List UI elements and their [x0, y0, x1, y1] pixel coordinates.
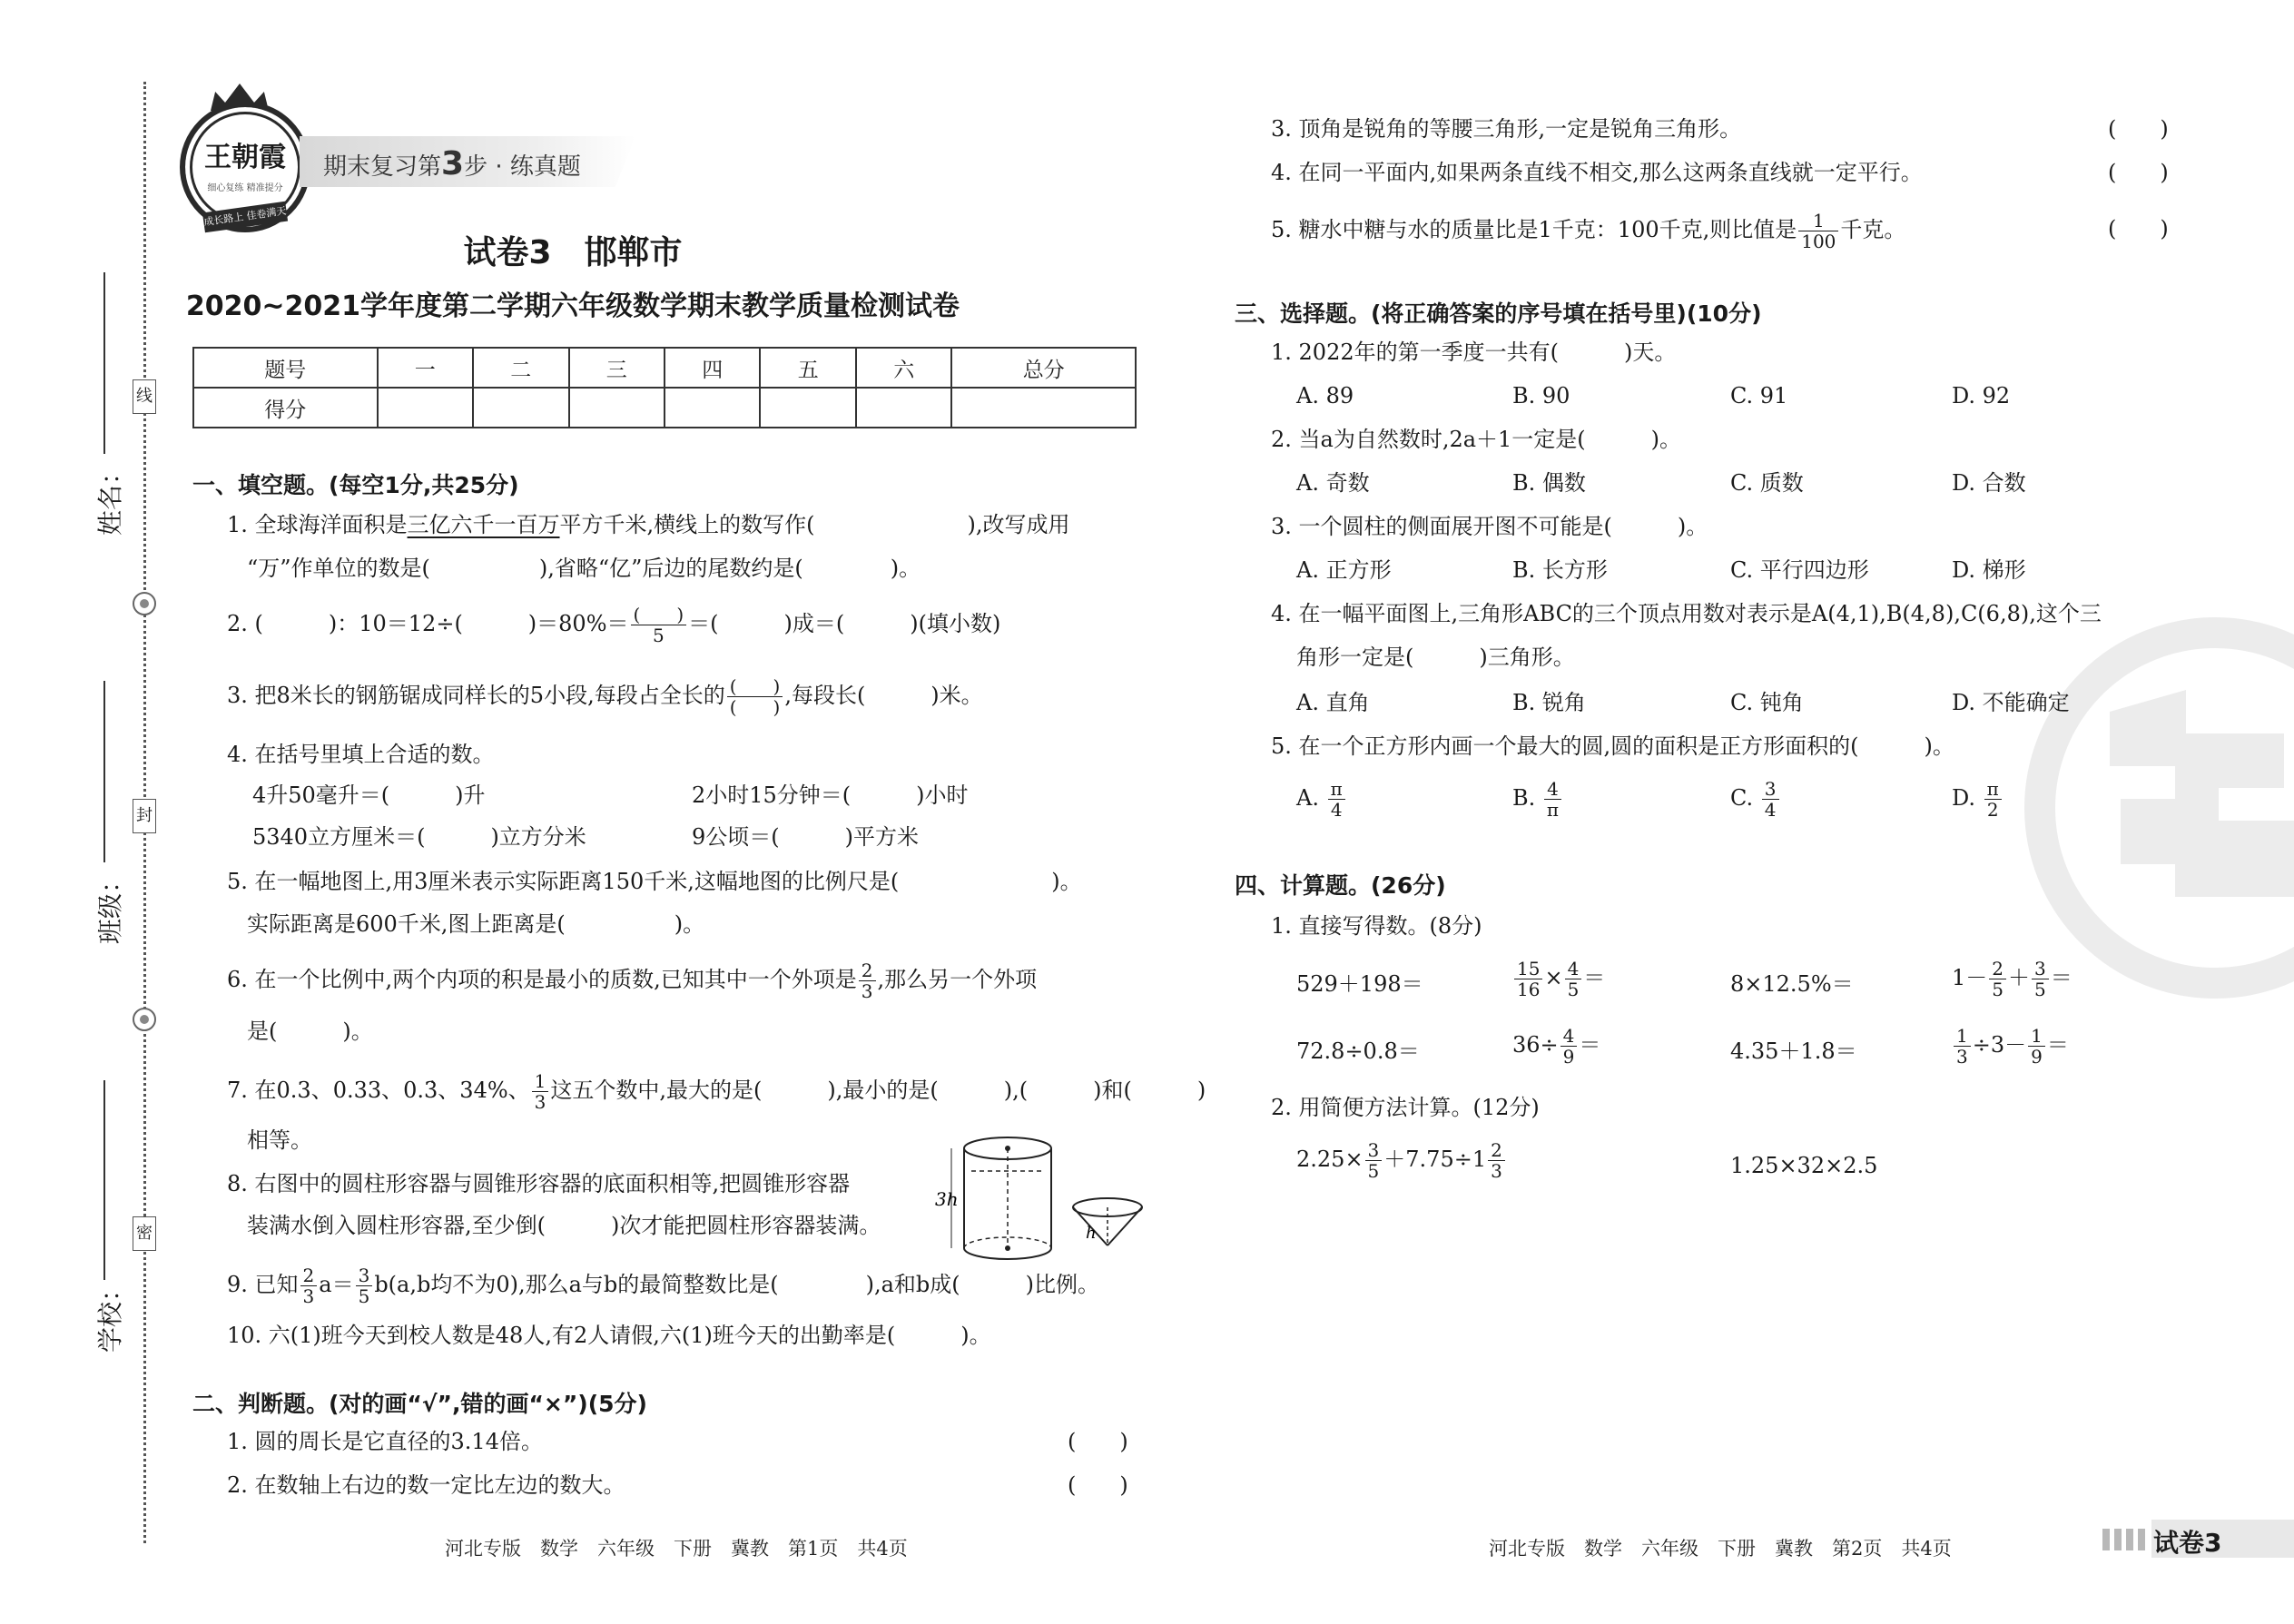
choice-4-line-1: 4. 在一幅平面图上,三角形ABC的三个顶点用数对表示是A(4,1),B(4,8),C(6,8),这个三: [1271, 601, 2102, 626]
fraction: $\frac{3}{5}$: [2032, 959, 2049, 999]
choice-4-option-c[interactable]: C. 钝角: [1730, 690, 1804, 715]
score-header-cell: 一: [378, 348, 473, 388]
judgement-5: 5. 糖水中糖与水的质量比是1千克：100千克,则比值是 $\frac{1}{100}$ 千克。: [1271, 210, 1906, 252]
judgement-2-answer[interactable]: ( ): [1068, 1472, 1128, 1498]
choice-5: 5. 在一个正方形内画一个最大的圆,圆的面积是正方形面积的( )。: [1271, 733, 1954, 759]
question-3: 3. 把8米长的钢筋锯成同样长的5小段,每段占全长的 $\frac{( )}{( )}$ ,每段长( )米。: [227, 675, 983, 718]
score-table-row: [193, 388, 1136, 428]
fraction: $\frac{4}{5}$: [1565, 959, 1582, 999]
question-1-line-1: 1. 全球海洋面积是三亿六千一百万平方千米,横线上的数写作( ),改写成用: [227, 512, 1070, 537]
choice-2-option-d[interactable]: D. 合数: [1952, 470, 2026, 496]
fraction: $\frac{1}{9}$: [2028, 1026, 2045, 1067]
fraction: $\frac{\pi}{2}$: [1984, 779, 2002, 820]
score-table-header-row: [193, 348, 1136, 388]
score-cell[interactable]: [473, 388, 568, 428]
fraction: $\frac{3}{5}$: [356, 1265, 373, 1306]
footer-left: 河北专版 数学 六年级 下册 冀教 第1页 共4页: [445, 1538, 908, 1560]
brand-banner-text: 期末复习第3步 · 练真题: [323, 145, 581, 182]
fraction: $\frac{3}{5}$: [1365, 1140, 1383, 1181]
score-header-cell: 五: [760, 348, 855, 388]
judgement-3-answer[interactable]: ( ): [2108, 116, 2169, 142]
judgement-4: 4. 在同一平面内,如果两条直线不相交,那么这两条直线就一定平行。: [1271, 160, 1923, 185]
question-10: 10. 六(1)班今天到校人数是48人,有2人请假,六(1)班今天的出勤率是( )。: [227, 1323, 991, 1348]
choice-3-option-c[interactable]: C. 平行四边形: [1730, 557, 1869, 583]
question-4-item-d: 9公顷＝( )平方米: [692, 824, 919, 850]
calc-1-f: 36÷ $\frac{4}{9}$ ＝: [1512, 1025, 1601, 1068]
choice-1-option-b[interactable]: B. 90: [1512, 383, 1570, 408]
question-8-line-1: 8. 右图中的圆柱形容器与圆锥形容器的底面积相等,把圆锥形容器: [227, 1171, 851, 1196]
fraction: $\frac{( )}{( )}$: [727, 676, 783, 717]
binding-hole-icon: [133, 1008, 156, 1031]
name-field-label: 姓名：: [95, 458, 125, 536]
calc-2-title: 2. 用简便方法计算。(12分): [1271, 1095, 1540, 1120]
choice-4-option-a[interactable]: A. 直角: [1296, 690, 1370, 715]
school-field-label: 学校：: [95, 1275, 125, 1353]
choice-5-option-a[interactable]: A. $\frac{\pi}{4}$: [1296, 779, 1347, 820]
class-field-label: 班级：: [95, 867, 125, 944]
question-9: 9. 已知 $\frac{2}{3}$ a＝ $\frac{3}{5}$ b(a,b均不为0),那么a与b的最简整数比是( ),a和b成( )比例。: [227, 1265, 1100, 1307]
brand-logo: 王朝霞 细心复练 精准提分: [180, 102, 310, 232]
fraction: $\frac{2}{3}$: [1488, 1140, 1505, 1181]
question-5-line-1: 5. 在一幅地图上,用3厘米表示实际距离150千米,这幅地图的比例尺是( )。: [227, 869, 1082, 894]
calc-1-h: $\frac{1}{3}$ ÷3－ $\frac{1}{9}$ ＝: [1952, 1026, 2069, 1067]
choice-4-option-b[interactable]: B. 锐角: [1512, 690, 1586, 715]
fraction: $\frac{2}{3}$: [859, 960, 876, 1001]
question-4-item-b: 2小时15分钟＝( )小时: [692, 782, 969, 808]
judgement-4-answer[interactable]: ( ): [2108, 160, 2169, 185]
choice-5-option-c[interactable]: C. $\frac{3}{4}$: [1730, 779, 1781, 820]
choice-5-option-d[interactable]: D. $\frac{\pi}{2}$: [1952, 779, 2004, 820]
question-1-line-2: “万”作单位的数是( ),省略“亿”后边的尾数约是( )。: [247, 556, 921, 581]
calc-1-g: 4.35＋1.8＝: [1730, 1038, 1857, 1064]
fraction: $\frac{15}{16}$: [1514, 959, 1542, 999]
section-calculation-title: 四、计算题。(26分): [1235, 872, 1446, 899]
score-table: [192, 347, 1137, 428]
fraction: $\frac{\pi}{4}$: [1328, 779, 1345, 820]
question-4: 4. 在括号里填上合适的数。: [227, 742, 495, 767]
seal-char-secret: 密: [133, 1216, 156, 1251]
page-tag-dots: [2102, 1529, 2146, 1550]
seal-char-seal: 封: [133, 799, 156, 833]
fraction: $\frac{1}{3}$: [532, 1071, 549, 1112]
cylinder-height-label: 3h: [935, 1188, 959, 1210]
calc-1-d: 1－ $\frac{2}{5}$ ＋ $\frac{3}{5}$ ＝: [1952, 958, 2072, 1000]
score-cell[interactable]: [856, 388, 951, 428]
judgement-3: 3. 顶角是锐角的等腰三角形,一定是锐角三角形。: [1271, 116, 1742, 142]
choice-1-option-d[interactable]: D. 92: [1952, 383, 2011, 408]
score-cell[interactable]: [665, 388, 760, 428]
calc-1-e: 72.8÷0.8＝: [1296, 1038, 1420, 1064]
question-8-line-2: 装满水倒入圆柱形容器,至少倒( )次才能把圆柱形容器装满。: [247, 1213, 881, 1238]
question-5-line-2: 实际距离是600千米,图上距离是( )。: [247, 911, 705, 937]
choice-3-option-a[interactable]: A. 正方形: [1296, 557, 1392, 583]
question-6-line-2: 是( )。: [247, 1019, 373, 1044]
question-2: 2. ( )：10＝12÷( )＝80%＝ $\frac{( )}{5}$ ＝( )成＝( )(填小数): [227, 604, 1001, 646]
fraction: $\frac{4}{9}$: [1561, 1026, 1578, 1067]
score-header-cell: 总分: [951, 348, 1136, 388]
score-cell[interactable]: [951, 388, 1136, 428]
choice-2: 2. 当a为自然数时,2a＋1一定是( )。: [1271, 427, 1682, 452]
choice-1-option-a[interactable]: A. 89: [1296, 383, 1354, 408]
choice-5-option-b[interactable]: B. $\frac{4}{\pi}$: [1512, 779, 1563, 820]
score-cell[interactable]: [378, 388, 473, 428]
judgement-1-answer[interactable]: ( ): [1068, 1429, 1128, 1454]
score-cell[interactable]: [760, 388, 855, 428]
score-header-cell: 四: [665, 348, 760, 388]
question-7-line-1: 7. 在0.3、0.33、0.3̇、34%、 $\frac{1}{3}$ 这五个数中,最大的是( ),最小的是( ),( )和( ): [227, 1070, 1206, 1113]
choice-2-option-a[interactable]: A. 奇数: [1296, 470, 1370, 496]
judgement-5-answer[interactable]: ( ): [2108, 216, 2169, 241]
calc-2-a: 2.25× $\frac{3}{5}$ ＋7.75÷1 $\frac{2}{3}$: [1296, 1140, 1507, 1181]
score-header-cell: 三: [569, 348, 665, 388]
calc-1-title: 1. 直接写得数。(8分): [1271, 913, 1482, 939]
section-judgement-title: 二、判断题。(对的画“√”,错的画“×”)(5分): [192, 1391, 647, 1417]
fraction: $\frac{4}{\pi}$: [1544, 779, 1561, 820]
fraction: $\frac{2}{5}$: [1989, 959, 2006, 999]
cylinder-cone-figure: [935, 1135, 1144, 1271]
score-cell[interactable]: [569, 388, 665, 428]
score-header-cell: 六: [856, 348, 951, 388]
fraction: $\frac{3}{4}$: [1762, 779, 1779, 820]
choice-1: 1. 2022年的第一季度一共有( )天。: [1271, 340, 1677, 365]
cone-height-label: h: [1086, 1224, 1097, 1243]
fraction: $\frac{1}{3}$: [1954, 1026, 1971, 1067]
calc-1-b: $\frac{15}{16}$ × $\frac{4}{5}$ ＝: [1512, 959, 1605, 999]
section-choice-title: 三、选择题。(将正确答案的序号填在括号里)(10分): [1235, 300, 1762, 327]
brand-ribbon: 成长路上 佳卷满天: [202, 202, 288, 233]
judgement-2: 2. 在数轴上右边的数一定比左边的数大。: [227, 1472, 625, 1498]
score-header-cell: 题号: [193, 348, 378, 388]
question-4-item-c: 5340立方厘米＝( )立方分米: [252, 824, 586, 850]
calc-2-b: 1.25×32×2.5: [1730, 1153, 1878, 1178]
seal-char-line: 线: [133, 379, 156, 414]
fraction: $\frac{2}{3}$: [300, 1265, 318, 1306]
choice-2-option-c[interactable]: C. 质数: [1730, 470, 1804, 496]
choice-2-option-b[interactable]: B. 偶数: [1512, 470, 1586, 496]
exam-title: 试卷3 邯郸市: [463, 234, 683, 271]
calc-1-a: 529＋198＝: [1296, 971, 1423, 997]
binding-hole-icon: [133, 592, 156, 615]
exam-subtitle: 2020~2021学年度第二学期六年级数学期末教学质量检测试卷: [185, 290, 960, 322]
score-row-label: 得分: [193, 388, 378, 428]
choice-3-option-d[interactable]: D. 梯形: [1952, 557, 2026, 583]
footer-right: 河北专版 数学 六年级 下册 冀教 第2页 共4页: [1489, 1538, 1952, 1560]
fraction: $\frac{( )}{5}$: [631, 605, 687, 645]
choice-4-line-2: 角形一定是( )三角形。: [1296, 645, 1575, 670]
section-fill-blank-title: 一、填空题。(每空1分,共25分): [192, 472, 519, 498]
question-7-line-2: 相等。: [247, 1127, 312, 1153]
choice-1-option-c[interactable]: C. 91: [1730, 383, 1788, 408]
calc-1-c: 8×12.5%＝: [1730, 971, 1854, 997]
judgement-1: 1. 圆的周长是它直径的3.14倍。: [227, 1429, 543, 1454]
choice-3: 3. 一个圆柱的侧面展开图不可能是( )。: [1271, 514, 1708, 539]
fraction: $\frac{1}{100}$: [1798, 211, 1838, 251]
page-tag-label: 试卷3: [2153, 1528, 2222, 1558]
question-6-line-1: 6. 在一个比例中,两个内项的积是最小的质数,已知其中一个外项是 $\frac{2}{3}$ ,那么另一个外项: [227, 960, 1038, 1002]
class-field-line[interactable]: [103, 681, 105, 862]
choice-4-option-d[interactable]: D. 不能确定: [1952, 690, 2070, 715]
score-header-cell: 二: [473, 348, 568, 388]
question-4-item-a: 4升50毫升＝( )升: [252, 782, 486, 808]
school-field-line[interactable]: [103, 1080, 105, 1280]
choice-3-option-b[interactable]: B. 长方形: [1512, 557, 1608, 583]
